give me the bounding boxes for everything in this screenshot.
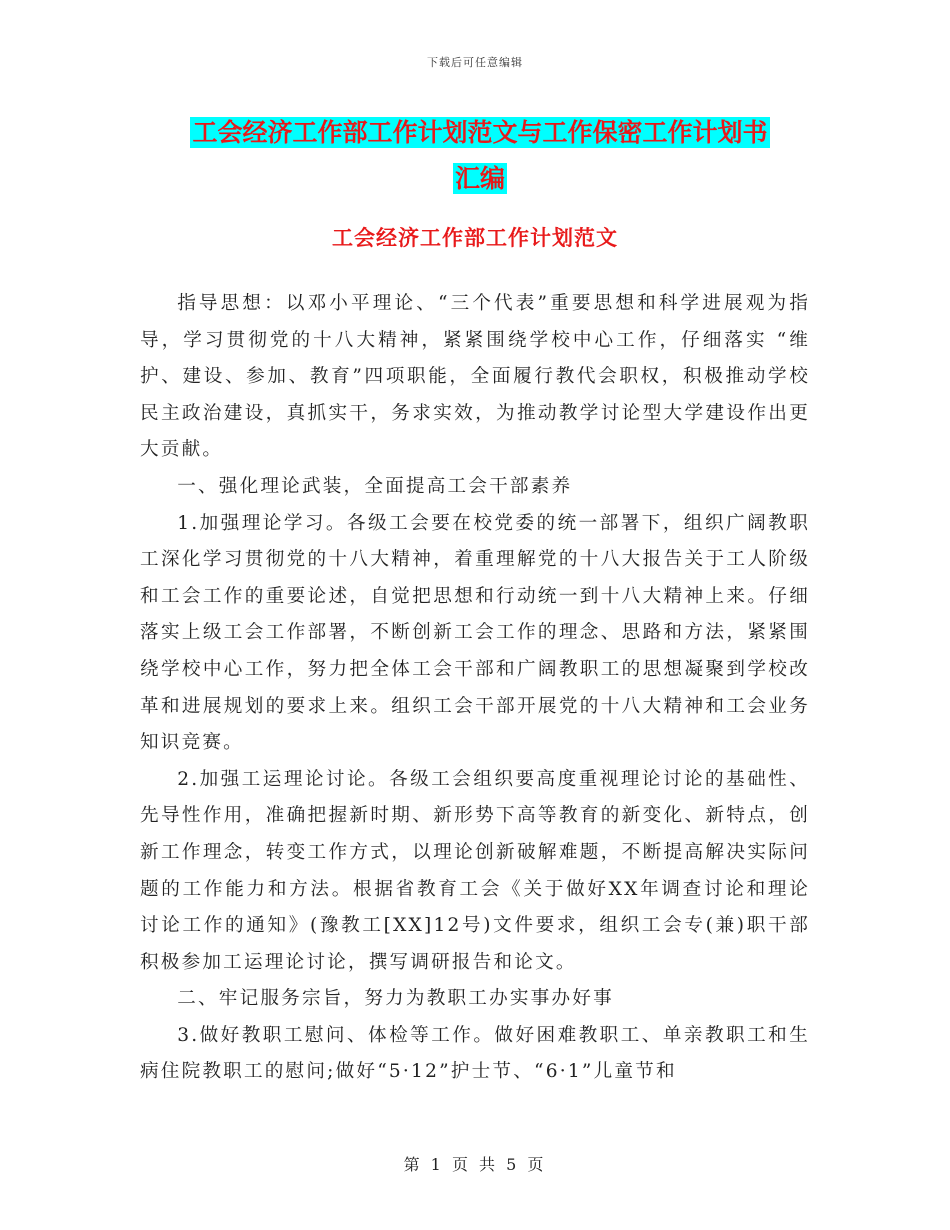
paragraph-item-2: 2.加强工运理论讨论。各级工会组织要高度重视理论讨论的基础性、先导性作用，准确把握新时期、新形势下高等教育的新变化、新特点，创新工作理念，转变工作方式，以理论创新破解难题，不断提高解决实际问题的工作能力和方法。根据省教育工会《关于做好XX年调查讨论和理论讨论工作的通知》(豫教工[XX]12号)文件要求，组织工会专(兼)职干部积极参加工运理论讨论，撰写调研报告和论文。 bbox=[140, 768, 810, 973]
heading-section-one: 一、强化理论武装，全面提高工会干部素养 bbox=[177, 475, 573, 497]
page-number: 第 1 页 共 5 页 bbox=[403, 1155, 547, 1174]
document-body bbox=[140, 286, 810, 1091]
document-title bbox=[140, 110, 820, 202]
heading-section-two: 二、牢记服务宗旨，努力为教职工办实事办好事 bbox=[177, 988, 614, 1010]
paragraph-guiding-thought: 指导思想：以邓小平理论、“三个代表”重要思想和科学进展观为指导，学习贯彻党的十八大精神，紧紧围绕学校中心工作，仔细落实 “维护、建设、参加、教育”四项职能，全面履行教代会职权，积极推动学校民主政治建设，真抓实干，务求实效，为推动教学讨论型大学建设作出更大贡献。 bbox=[140, 293, 810, 461]
section-title: 工会经济工作部工作计划范文 bbox=[332, 225, 618, 250]
document-title-line1: 工会经济工作部工作计划范文与工作保密工作计划书 bbox=[192, 118, 768, 147]
paragraph-item-1: 1.加强理论学习。各级工会要在校党委的统一部署下，组织广阔教职工深化学习贯彻党的十八大精神，着重理解党的十八大报告关于工人阶级和工会工作的重要论述，自觉把思想和行动统一到十八大精神上来。仔细落实上级工会工作部署，不断创新工会工作的理念、思路和方法，紧紧围绕学校中心工作，努力把全体工会干部和广阔教职工的思想凝聚到学校改革和进展规划的要求上来。组织工会干部开展党的十八大精神和工会业务知识竞赛。 bbox=[140, 512, 810, 754]
document-title-line2: 汇编 bbox=[454, 164, 505, 193]
header-note: 下载后可任意编辑 bbox=[427, 56, 523, 69]
paragraph-item-3: 3.做好教职工慰问、体检等工作。做好困难教职工、单亲教职工和生病住院教职工的慰问;做好“5·12”护士节、“6·1”儿童节和 bbox=[140, 1024, 810, 1083]
